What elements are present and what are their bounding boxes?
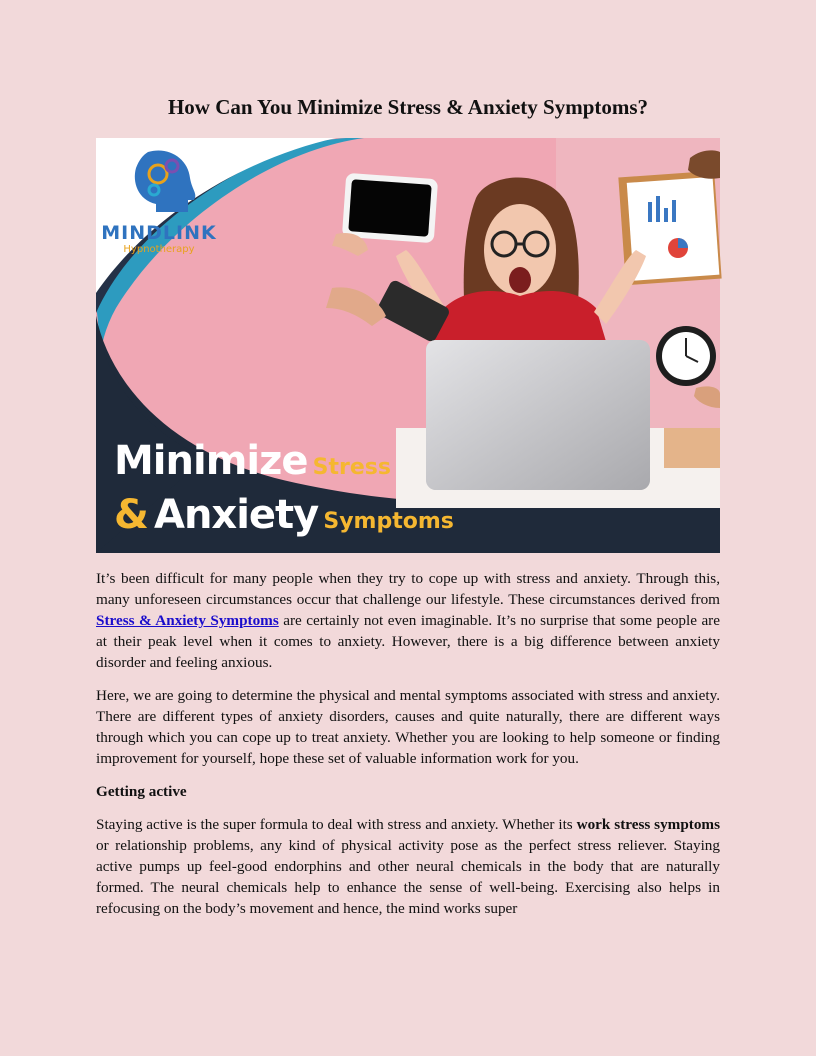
brand-tagline: Hypnotherapy: [123, 244, 195, 255]
banner-headline-line1: [114, 438, 391, 484]
section-heading-getting-active: Getting active: [96, 783, 187, 800]
headline-symptoms: Symptoms: [323, 509, 454, 534]
stress-anxiety-symptoms-link[interactable]: Stress & Anxiety Symptoms: [96, 612, 279, 629]
paragraph-symptoms: Here, we are going to determine the physical and mental symptoms associated with stress and anxiety. There are different types of anxiety disorders, causes and quite naturally, there are different ways through which you can cope up to treat anxiety. Whether you are looking to help someone or finding improvement for yourself, hope these set of valuable information work for you.: [96, 687, 720, 767]
paragraph-active-text-1: Staying active is the super formula to deal with stress and anxiety. Whether its: [96, 816, 577, 833]
headline-ampersand: &: [114, 492, 149, 538]
paragraph-active-text-2: or relationship problems, any kind of physical activity pose as the perfect stress reliever. Staying active pumps up feel-good endorphins and other neural chemicals in the body that are naturally formed. The neural chemicals help to enhance the sense of well-being. Exercising also helps in refocusing on the body’s movement and hence, the mind works super: [96, 837, 720, 917]
banner-headline-line2: [114, 492, 454, 538]
paragraph-intro: [96, 568, 720, 673]
headline-stress: Stress: [312, 455, 391, 480]
brand-name: MINDLINK: [101, 222, 217, 244]
paragraph-intro-text-2: are certainly not even imaginable. It’s no surprise that some people are at their peak level when it comes to anxiety. However, there is a big difference between anxiety disorder and feeling anxious.: [96, 612, 720, 671]
headline-minimize: Minimize: [114, 438, 308, 484]
banner-illustration: [96, 138, 720, 553]
article-body: [96, 568, 720, 917]
paragraph-getting-active: [96, 814, 720, 917]
headline-anxiety: Anxiety: [153, 492, 319, 538]
hero-banner: [96, 138, 720, 553]
work-stress-symptoms-bold: work stress symptoms: [576, 816, 720, 833]
paragraph-intro-text-1: It’s been difficult for many people when they try to cope up with stress and anxiety. Through this, many unforeseen circumstances occur that challenge our lifestyle. These circumstances derived from: [96, 570, 720, 608]
page-title: How Can You Minimize Stress & Anxiety Symptoms?: [167, 95, 649, 119]
